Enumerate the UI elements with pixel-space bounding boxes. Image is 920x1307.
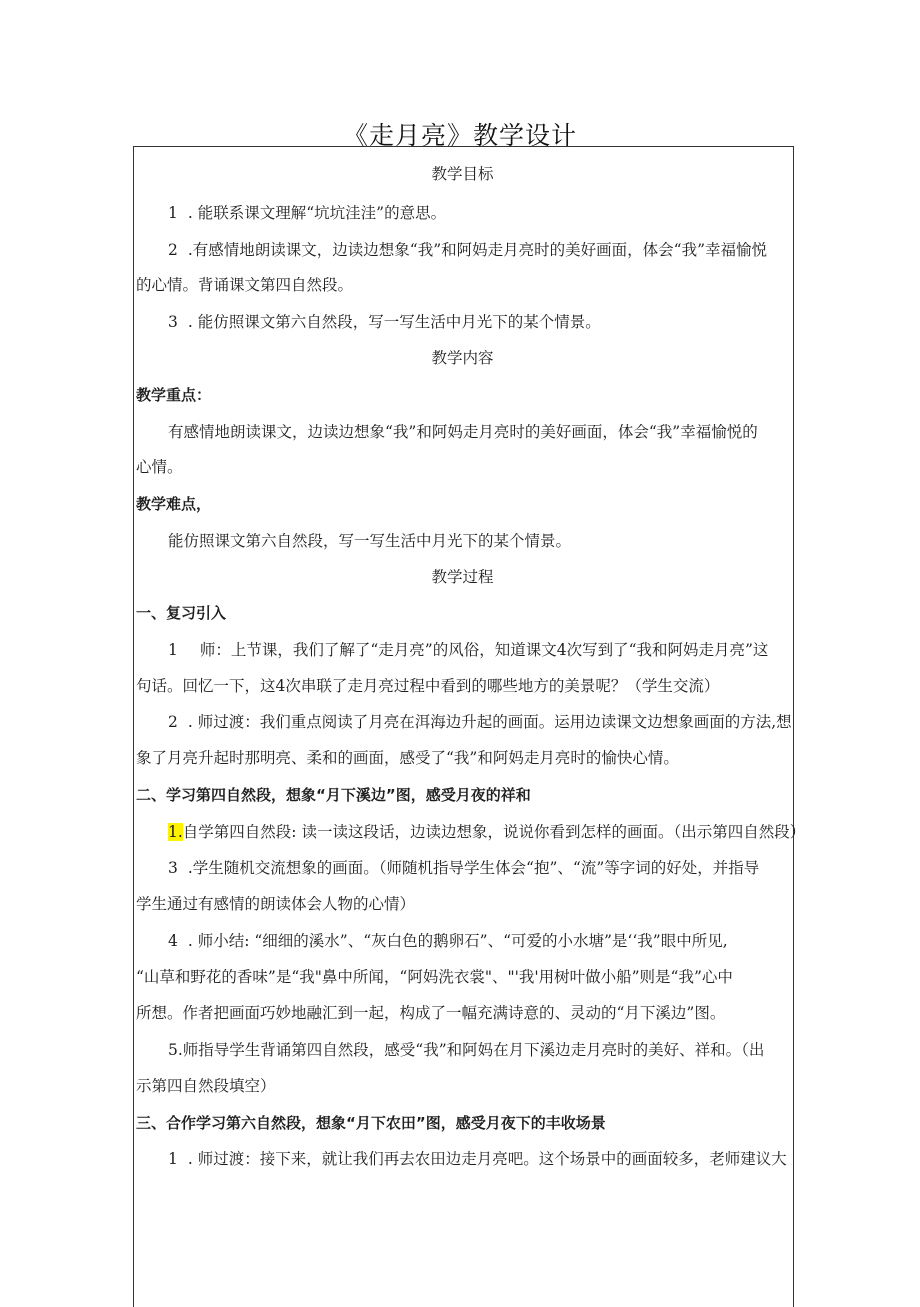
- key-points-text: 有感情地朗读课文，边读边想象“我”和阿妈走月亮时的美好画面，体会“我”幸福愉悦的: [168, 423, 758, 441]
- part1-item-2-num: 2: [168, 713, 178, 731]
- objective-1-num: 1: [168, 204, 178, 222]
- content-heading: 教学内容: [431, 349, 494, 367]
- part3-item-1-text: . 师过渡：接下来，就让我们再去农田边走月亮吧。这个场景中的画面较多，老师建议大: [187, 1150, 787, 1168]
- part1-item-1-cont: 句话。回忆一下，这4次串联了走月亮过程中看到的哪些地方的美景呢？（学生交流）: [136, 677, 720, 695]
- part2-item-5-text: .师指导学生背诵第四自然段，感受“我”和阿妈在月下溪边走月亮时的美好、祥和。（出: [177, 1041, 765, 1059]
- part2-item-4-cont: “山草和野花的香味”是“我"鼻中所闻，“阿妈洗衣裳"、"'我'用树叶做小船”则是“我”心中: [136, 968, 733, 986]
- objective-2-num: 2: [168, 241, 178, 259]
- key-points-text-cont: 心情。: [136, 458, 183, 476]
- highlighted-number: 1.: [168, 823, 183, 841]
- part3-item-1: [168, 1149, 787, 1169]
- part2-item-3-num: 3: [168, 859, 178, 877]
- objective-3-num: 3: [168, 313, 178, 331]
- objective-3-text: . 能仿照课文第六自然段，写一写生活中月光下的某个情景。: [187, 313, 601, 331]
- difficulty-label: 教学难点，: [136, 495, 212, 513]
- difficulty-text: 能仿照课文第六自然段，写一写生活中月光下的某个情景。: [168, 532, 572, 550]
- objective-2-text: .有感情地朗读课文，边读边想象“我”和阿妈走月亮时的美好画面，体会“我”幸福愉悦: [187, 241, 768, 259]
- part1-item-2-cont: 象了月亮升起时那明亮、柔和的画面，感受了“我”和阿妈走月亮时的愉快心情。: [136, 749, 679, 767]
- objective-1-text: . 能联系课文理解“坑坑洼洼”的意思。: [187, 204, 447, 222]
- part2-item-1: [168, 822, 805, 842]
- part1-item-1-text: 师：上节课，我们了解了“走月亮”的风俗，知道课文4次写到了“我和阿妈走月亮”这: [199, 641, 769, 659]
- part2-item-3-text: .学生随机交流想象的画面。（师随机指导学生体会“抱”、“流”等字词的好处，并指导: [187, 859, 760, 877]
- part1-heading: 一、复习引入: [136, 604, 227, 622]
- part2-heading: 二、学习第四自然段，想象“月下溪边”图，感受月夜的祥和: [136, 786, 531, 804]
- document-title: 《走月亮》教学设计: [342, 121, 577, 150]
- part3-item-1-num: 1: [168, 1150, 178, 1168]
- part2-item-5: [168, 1040, 764, 1060]
- part3-heading: 三、合作学习第六自然段，想象“月下农田”图，感受月夜下的丰收场景: [136, 1114, 606, 1132]
- part1-item-2: [168, 712, 792, 732]
- part1-item-1: [168, 640, 768, 660]
- objective-2-cont: 的心情。背诵课文第四自然段。: [136, 276, 354, 294]
- objective-3: [168, 312, 601, 332]
- objectives-heading: 教学目标: [431, 165, 494, 183]
- objective-2: [168, 240, 767, 260]
- part1-item-1-num: 1: [168, 641, 178, 659]
- part2-item-4-cont2: 所想。作者把画面巧妙地融汇到一起，构成了一幅充满诗意的、灵动的“月下溪边”图。: [136, 1004, 726, 1022]
- part2-item-3-cont: 学生通过有感情的朗读体会人物的心情）: [136, 895, 416, 913]
- part2-item-3: [168, 858, 759, 878]
- part1-item-2-text: . 师过渡：我们重点阅读了月亮在洱海边升起的画面。运用边读课文边想象画面的方法,想: [187, 713, 792, 731]
- part2-item-5-cont: 示第四自然段填空）: [136, 1077, 276, 1095]
- process-heading: 教学过程: [431, 568, 494, 586]
- part2-item-4-num: 4: [168, 932, 178, 950]
- part2-item-4-text: . 师小结: “细细的溪水”、“灰白色的鹅卵石”、“可爱的小水塘”是‘‘我”眼中所见,: [187, 932, 728, 950]
- objective-1: [168, 203, 446, 223]
- part2-item-4: [168, 931, 728, 951]
- part2-item-5-num: 5: [168, 1041, 178, 1059]
- part2-item-1-text: 自学第四自然段: 读一读这段话，边读边想象，说说你看到怎样的画面。（出示第四自然段）: [182, 823, 806, 841]
- key-points-label: 教学重点：: [136, 386, 212, 404]
